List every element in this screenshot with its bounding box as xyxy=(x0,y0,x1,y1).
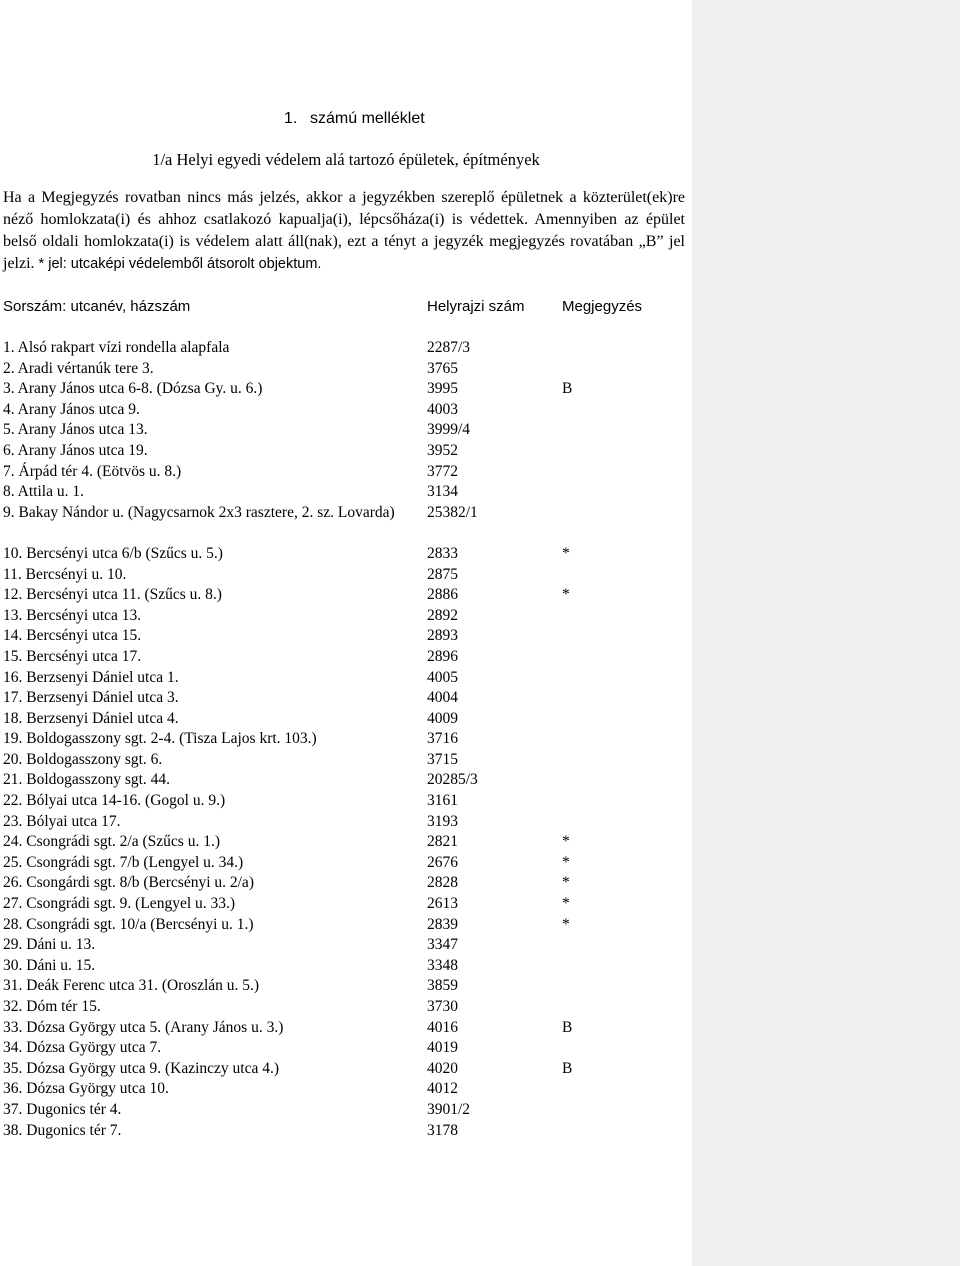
table-row xyxy=(3,729,693,750)
row-hrsz: 2833 xyxy=(427,544,458,562)
row-hrsz: 3716 xyxy=(427,730,458,748)
row-hrsz: 3348 xyxy=(427,956,458,974)
table-row xyxy=(3,647,693,668)
row-hrsz: 2893 xyxy=(427,627,458,645)
table-row xyxy=(3,420,693,441)
row-hrsz: 4003 xyxy=(427,400,458,418)
header-note: Megjegyzés xyxy=(562,298,643,315)
row-name: 22. Bólyai utca 14-16. (Gogol u. 9.) xyxy=(3,792,226,810)
row-name: 16. Berzsenyi Dániel utca 1. xyxy=(3,668,179,686)
table-row xyxy=(3,1100,693,1121)
row-name: 37. Dugonics tér 4. xyxy=(3,1100,122,1118)
row-hrsz: 3715 xyxy=(427,750,458,768)
row-hrsz: 2676 xyxy=(427,853,458,871)
comment-margin xyxy=(692,0,960,1266)
row-name: 34. Dózsa György utca 7. xyxy=(3,1039,162,1057)
table-row xyxy=(3,894,693,915)
row-hrsz: 2875 xyxy=(427,565,458,583)
row-name: 7. Árpád tér 4. (Eötvös u. 8.) xyxy=(3,462,182,480)
row-hrsz: 3772 xyxy=(427,462,458,480)
row-name: 4. Arany János utca 9. xyxy=(3,400,140,418)
row-hrsz: 4004 xyxy=(427,689,458,707)
row-hrsz: 2828 xyxy=(427,874,458,892)
row-name: 33. Dózsa György utca 5. (Arany János u. 3.) xyxy=(3,1018,284,1036)
table-row xyxy=(3,997,693,1018)
row-name: 26. Csongárdi sgt. 8/b (Bercsényi u. 2/a) xyxy=(3,874,254,892)
row-hrsz: 20285/3 xyxy=(427,771,478,789)
row-name: 17. Berzsenyi Dániel utca 3. xyxy=(3,689,179,707)
row-note: * xyxy=(562,874,570,892)
row-name: 32. Dóm tér 15. xyxy=(3,998,101,1015)
row-hrsz: 3952 xyxy=(427,441,458,459)
row-hrsz: 3901/2 xyxy=(427,1100,471,1118)
row-hrsz: 3995 xyxy=(427,380,458,398)
table-row xyxy=(3,935,693,956)
header-hrsz: Helyrajzi szám xyxy=(427,298,525,315)
intro-note-text: * jel: utcaképi védelemből átsorolt objektum. xyxy=(38,256,322,272)
row-hrsz: 2896 xyxy=(427,647,458,665)
row-name: 36. Dózsa György utca 10. xyxy=(3,1080,169,1098)
row-name: 11. Bercsényi u. 10. xyxy=(3,565,127,583)
table-row xyxy=(3,812,693,833)
row-note: B xyxy=(562,1018,573,1036)
intro-paragraph xyxy=(3,187,685,275)
table-row xyxy=(3,482,693,503)
table-row xyxy=(3,1038,693,1059)
table-row xyxy=(3,915,693,936)
row-name: 25. Csongrádi sgt. 7/b (Lengyel u. 34.) xyxy=(3,853,244,871)
row-name: 19. Boldogasszony sgt. 2-4. (Tisza Lajos krt. 103.) xyxy=(3,730,317,748)
row-note: * xyxy=(562,544,570,562)
table-row xyxy=(3,853,693,874)
row-name: 5. Arany János utca 13. xyxy=(3,421,148,439)
table-row xyxy=(3,441,693,462)
row-hrsz: 2892 xyxy=(427,606,458,624)
row-hrsz: 3134 xyxy=(427,483,458,501)
table-row xyxy=(3,1079,693,1100)
row-name: 21. Boldogasszony sgt. 44. xyxy=(3,771,171,789)
table-row xyxy=(3,359,693,380)
row-name: 35. Dózsa György utca 9. (Kazinczy utca 4.) xyxy=(3,1059,280,1077)
row-name: 18. Berzsenyi Dániel utca 4. xyxy=(3,709,179,727)
row-hrsz: 4009 xyxy=(427,709,458,727)
row-hrsz: 4005 xyxy=(427,668,458,686)
row-hrsz: 25382/1 xyxy=(427,503,478,521)
table-row xyxy=(3,379,693,400)
row-name: 9. Bakay Nándor u. (Nagycsarnok 2x3 rasztere, 2. sz. Lovarda) xyxy=(3,503,395,521)
row-name: 31. Deák Ferenc utca 31. (Oroszlán u. 5.) xyxy=(3,977,260,995)
row-name: 6. Arany János utca 19. xyxy=(3,441,148,459)
table-row xyxy=(3,503,693,544)
row-hrsz: 4016 xyxy=(427,1018,458,1036)
row-name: 12. Bercsényi utca 11. (Szűcs u. 8.) xyxy=(3,586,222,604)
table-row xyxy=(3,1059,693,1080)
row-hrsz: 4019 xyxy=(427,1039,458,1057)
table-row xyxy=(3,585,693,606)
row-name: 29. Dáni u. 13. xyxy=(3,936,96,954)
table-row xyxy=(3,873,693,894)
table-row xyxy=(3,400,693,421)
row-hrsz: 4020 xyxy=(427,1059,458,1077)
row-hrsz: 3161 xyxy=(427,792,458,810)
table-row xyxy=(3,976,693,997)
row-hrsz: 2839 xyxy=(427,915,458,933)
row-name: 10. Bercsényi utca 6/b (Szűcs u. 5.) xyxy=(3,544,223,562)
table-row xyxy=(3,750,693,771)
header-name: Sorszám: utcanév, házszám xyxy=(3,298,191,315)
table-row xyxy=(3,544,693,565)
row-name: 8. Attila u. 1. xyxy=(3,483,84,501)
row-hrsz: 3765 xyxy=(427,359,458,377)
row-hrsz: 2821 xyxy=(427,833,458,851)
row-hrsz: 3730 xyxy=(427,998,458,1015)
table-row xyxy=(3,956,693,977)
row-note: * xyxy=(562,586,570,604)
row-name: 23. Bólyai utca 17. xyxy=(3,812,121,830)
table-row xyxy=(3,626,693,647)
table-row xyxy=(3,791,693,812)
row-name: 28. Csongrádi sgt. 10/a (Bercsényi u. 1.) xyxy=(3,915,254,933)
row-hrsz: 2287/3 xyxy=(427,339,471,356)
row-name: 13. Bercsényi utca 13. xyxy=(3,606,142,624)
page-subtitle: 1/a Helyi egyedi védelem alá tartozó épületek, építmények xyxy=(152,150,540,169)
row-hrsz: 2613 xyxy=(427,895,458,913)
row-hrsz: 3193 xyxy=(427,812,458,830)
table-row xyxy=(3,338,693,359)
table-row xyxy=(3,462,693,483)
row-hrsz: 3859 xyxy=(427,977,458,995)
page-title xyxy=(284,108,425,130)
table-body xyxy=(3,338,693,1141)
row-name: 15. Bercsényi utca 17. xyxy=(3,647,142,665)
row-note: * xyxy=(562,833,570,851)
table-row xyxy=(3,770,693,791)
row-name: 2. Aradi vértanúk tere 3. xyxy=(3,359,154,377)
row-name: 30. Dáni u. 15. xyxy=(3,956,96,974)
row-hrsz: 3178 xyxy=(427,1121,458,1139)
row-name: 20. Boldogasszony sgt. 6. xyxy=(3,750,163,768)
row-note: * xyxy=(562,915,570,933)
table-row xyxy=(3,565,693,586)
row-hrsz: 2886 xyxy=(427,586,458,604)
table-row xyxy=(3,688,693,709)
row-hrsz: 4012 xyxy=(427,1080,458,1098)
row-note: * xyxy=(562,895,570,913)
table-row xyxy=(3,832,693,853)
row-name: 27. Csongrádi sgt. 9. (Lengyel u. 33.) xyxy=(3,895,236,913)
table-header xyxy=(3,296,693,318)
row-name: 24. Csongrádi sgt. 2/a (Szűcs u. 1.) xyxy=(3,833,220,851)
title-number: 1. xyxy=(284,110,298,127)
table-row xyxy=(3,1018,693,1039)
table-row xyxy=(3,606,693,627)
row-note: B xyxy=(562,380,573,398)
intro-main-text: Ha a Megjegyzés rovatban nincs más jelzés, akkor a jegyzékben szereplő épületnek a közterület(ek)re néző homlokzata(i) és ahhoz csatlakozó kapualja(i), lépcsőháza(i) is védettek. Amennyiben az épület belső oldali homlokzata(i) is védelem alatt áll(nak), ezt a tényt a jegyzék megjegyzés rovatában „B” jel jelzi. xyxy=(3,189,685,272)
row-name: 38. Dugonics tér 7. xyxy=(3,1121,122,1139)
row-note: * xyxy=(562,853,570,871)
row-name: 3. Arany János utca 6-8. (Dózsa Gy. u. 6.) xyxy=(3,380,263,398)
row-name: 14. Bercsényi utca 15. xyxy=(3,627,142,645)
table-row xyxy=(3,668,693,689)
row-hrsz: 3347 xyxy=(427,936,458,954)
table-row xyxy=(3,709,693,730)
row-hrsz: 3999/4 xyxy=(427,421,471,439)
row-name: 1. Alsó rakpart vízi rondella alapfala xyxy=(3,339,230,356)
table-row xyxy=(3,1121,693,1142)
row-note: B xyxy=(562,1059,573,1077)
title-text: számú melléklet xyxy=(310,110,425,127)
